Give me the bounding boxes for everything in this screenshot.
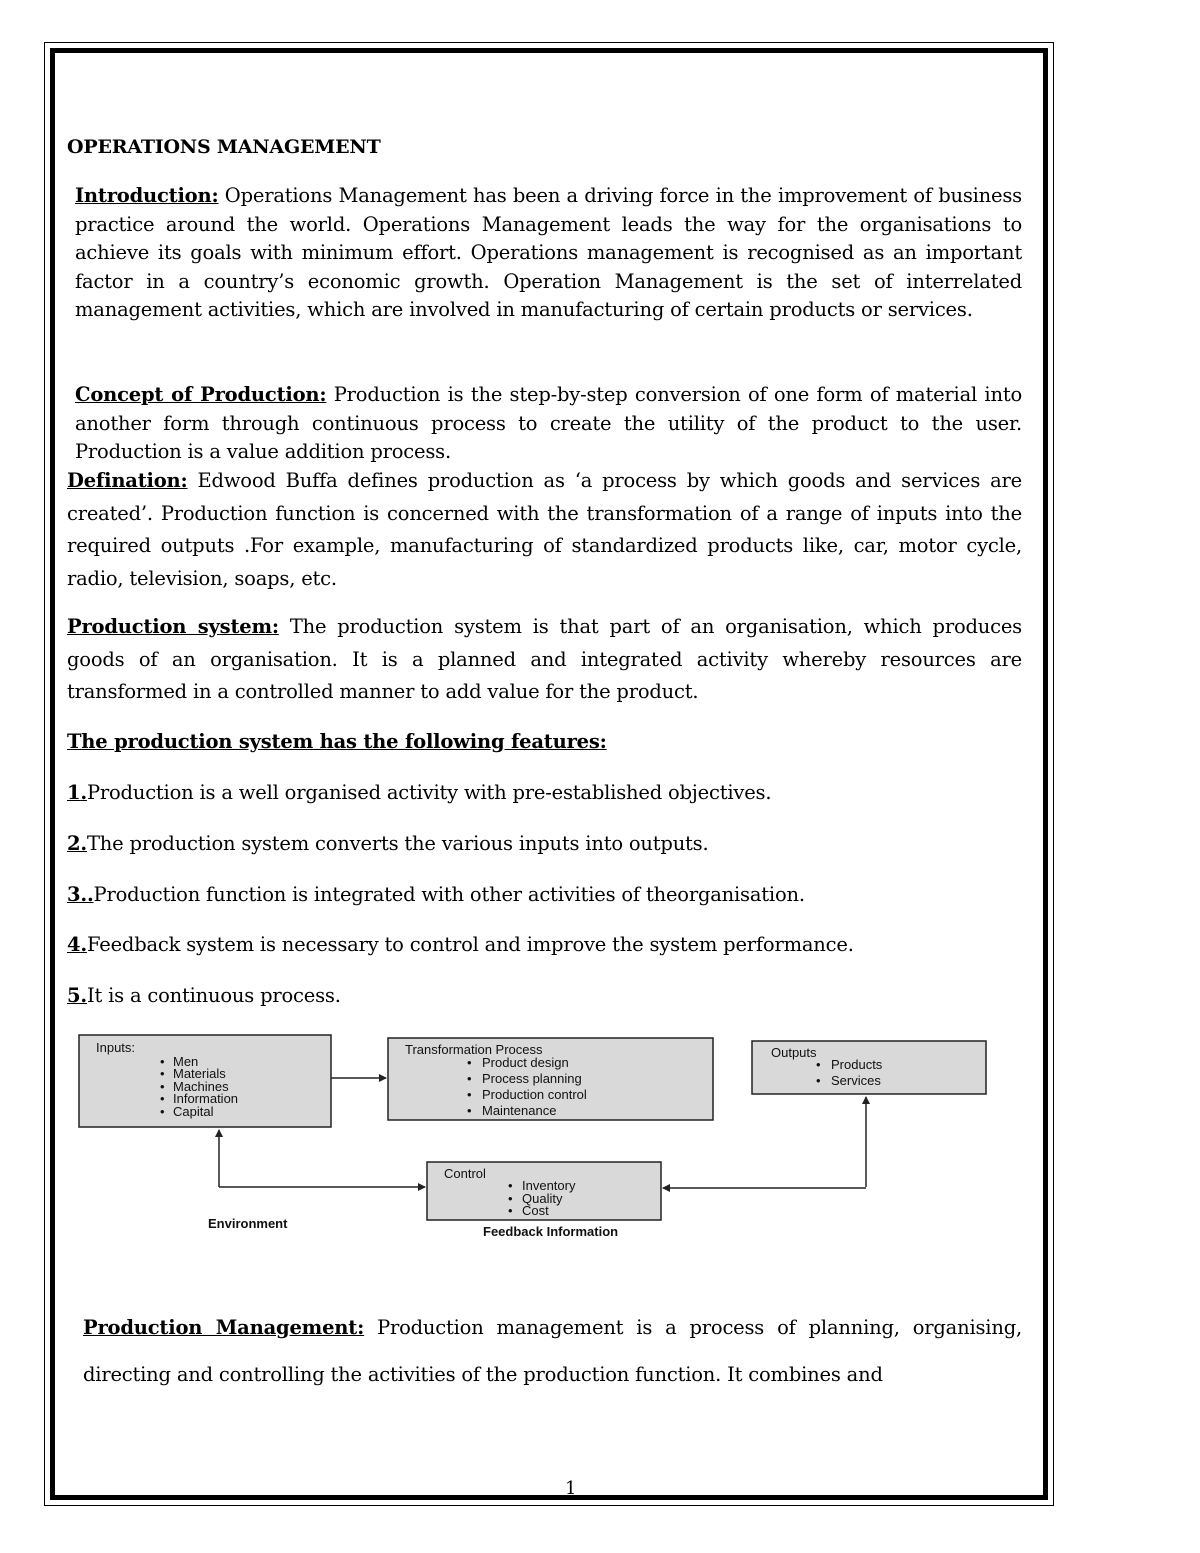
bullet-icon: • [816,1057,821,1072]
bullet-icon: • [467,1071,472,1086]
outputs-item: Services [831,1073,881,1088]
inputs-item: Capital [173,1104,214,1119]
outputs-box [752,1041,986,1094]
introduction-text: Operations Management has been a driving force in the improvement of business practice around the world. Operations Management leads the way for the organisations to achieve its goals with minimum effort. Operations management is recognised as an important factor in a country’s economic growth. Operation Management is the set of interrelated management activities, which are involved in manufacturing of certain products or services. [75,184,1022,321]
transformation-item: Maintenance [482,1103,557,1118]
document-title: OPERATIONS MANAGEMENT [67,136,381,158]
introduction-heading: Introduction: [75,184,219,207]
inputs-item: Information [173,1091,239,1106]
bullet-icon: • [467,1103,472,1118]
feature-number: 3.. [67,883,94,906]
control-box [427,1162,661,1220]
feature-text: It is a continuous process. [86,984,341,1007]
bullet-icon: • [160,1066,165,1081]
transformation-item: Product design [482,1055,569,1070]
production-management-text: Production management is a process of planning, organising, directing and controlling the activities of the production function. It combines and [83,1316,1022,1386]
transformation-title: Transformation Process [405,1042,543,1057]
control-item: Quality [522,1191,563,1206]
features-heading: The production system has the following features: [67,730,607,753]
control-title: Control [444,1166,486,1181]
outputs-title: Outputs [771,1045,817,1060]
control-item: Cost [522,1203,549,1218]
production-system-heading: Production system: [67,615,279,638]
production-system-text: The production system is that part of an organisation, which produces goods of an organisation. It is a planned and integrated activity whereby resources are transformed in a controlled manner to add value for the product. [67,615,1022,703]
bullet-icon: • [160,1104,165,1119]
definition-text: Edwood Buffa defines production as ‘a process by which goods and services are created’. Production function is concerned with the transformation of a range of inputs into the required outputs .For example, manufacturing of standardized products like, car, motor cycle, radio, television, soaps, etc. [67,469,1022,590]
transformation-item: Production control [482,1087,587,1102]
outputs-item: Products [831,1057,883,1072]
concept-heading: Concept of Production: [75,383,327,406]
production-management-heading: Production Management: [83,1316,365,1339]
feature-text: Feedback system is necessary to control and improve the system performance. [86,933,854,956]
concept-text: Production is the step-by-step conversion of one form of material into another form through continuous process to create the utility of the product to the user. Production is a value addition process. [75,383,1022,463]
feature-text: Production function is integrated with other activities of theorganisation. [93,883,805,906]
inputs-box [79,1035,331,1127]
feature-text: Production is a well organised activity with pre-established objectives. [86,781,772,804]
feature-number: 5. [67,984,87,1007]
bullet-icon: • [508,1203,513,1218]
bullet-icon: • [160,1091,165,1106]
control-item: Inventory [522,1178,576,1193]
definition-heading: Defination: [67,469,188,492]
bullet-icon: • [160,1054,165,1069]
bullet-icon: • [508,1178,513,1193]
production-management-paragraph [83,1304,1022,1398]
bullet-icon: • [816,1073,821,1088]
inputs-item: Materials [173,1066,226,1081]
bullet-icon: • [508,1191,513,1206]
feedback-label: Feedback Information [483,1224,619,1239]
feature-number: 4. [67,933,87,956]
page-number: 1 [565,1478,577,1499]
feature-number: 1. [67,781,87,804]
inputs-item: Men [173,1054,199,1069]
inputs-title: Inputs: [96,1040,136,1055]
bullet-icon: • [160,1079,165,1094]
bullet-icon: • [467,1055,472,1070]
environment-label: Environment [208,1216,288,1231]
feature-text: The production system converts the various inputs into outputs. [86,832,709,855]
inputs-item: Machines [173,1079,229,1094]
bullet-icon: • [467,1087,472,1102]
transformation-item: Process planning [482,1071,582,1086]
transformation-box [388,1038,713,1120]
feature-number: 2. [67,832,87,855]
